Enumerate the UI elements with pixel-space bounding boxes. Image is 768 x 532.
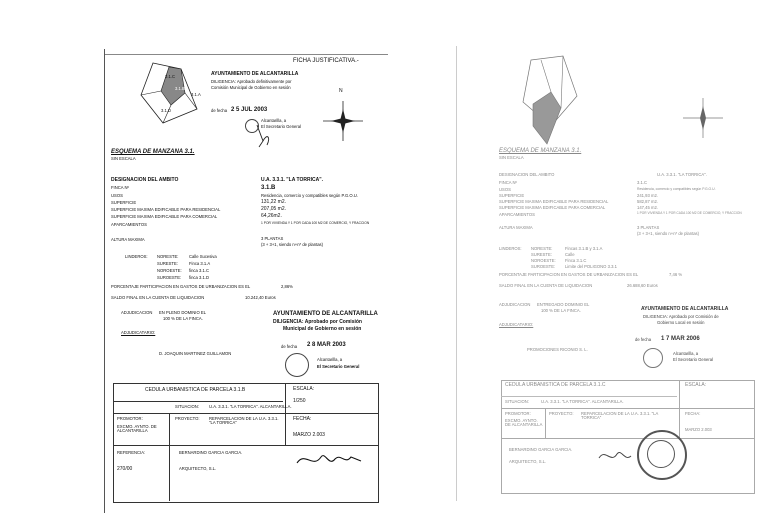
linderos-label: LINDEROS: xyxy=(125,254,148,259)
saldo-label: SALDO FINAL EN LA CUENTA DE LIQUIDACION xyxy=(499,283,593,288)
porcentaje-value: 2,86% xyxy=(281,284,293,289)
field-label-superficie: SUPERFICIE xyxy=(111,200,137,205)
field-value-sup-residencial: 207,05 m2. xyxy=(261,206,287,212)
architect-signature xyxy=(295,449,365,471)
field-value-finca: 3.1.C xyxy=(637,180,648,185)
approval1-line2: Comisión Municipal de Gobierno en sesión xyxy=(211,85,291,90)
approval2-sign-place: Alcantarilla, a xyxy=(317,357,343,362)
footer-promotor-label: PROMOTOR: xyxy=(505,411,531,416)
footer-proyecto-value: REPARCELACION DE LA U.A. 3.3.1. "LA TORRICA" xyxy=(581,411,659,421)
lindero-dir: NORESTE: xyxy=(531,246,553,251)
lindero-desc: finca 3.1.C xyxy=(189,268,210,273)
footer-table xyxy=(501,380,755,494)
lindero-desc: Fincas 3.1.B y 3.1.A xyxy=(565,246,603,251)
lindero-dir: SUROESTE: xyxy=(531,264,556,269)
footer-fecha-value: MARZO 2.003 xyxy=(293,432,325,438)
approval2-sign-role: El Secretario General xyxy=(317,364,360,369)
footer-arquitecto-line1: BERNARDINO GARCIA GARCIA. xyxy=(179,450,243,455)
field-value-superficie: 131,22 m2. xyxy=(261,199,287,205)
seal-icon xyxy=(285,353,309,377)
designacion-value: U.A. 3.3.1. "LA TORRICA". xyxy=(261,177,323,183)
field-label-sup-comercial: SUPERFICIE MAXIMA EDIFICABLE PARA COMERCIAL xyxy=(111,214,218,219)
footer-referencia-label: REFERENCIA: xyxy=(117,450,146,455)
saldo-value: 26.688,60 Euros xyxy=(627,283,658,288)
field-value-superficie: 241,93 m2. xyxy=(637,193,658,198)
field-value-altura: 3 PLANTAS xyxy=(637,225,660,230)
field-value-aparcamientos: 1 POR VIVIENDA Y 1 POR CADA 100 M2 DE COMERCIO, Y FRACCION xyxy=(261,221,370,225)
adjudicatario-value: D. JOAQUIN MARTINEZ GUILLAMON xyxy=(159,351,232,356)
approval1-org: AYUNTAMIENTO DE ALCANTARILLA xyxy=(211,71,299,77)
adjudicacion-line2: 100 % DE LA FINCA. xyxy=(163,316,203,321)
footer-escala-label: ESCALA: xyxy=(685,382,707,388)
approval1-sign-role: El Secretario General xyxy=(261,124,302,129)
footer-promotor-value: EXCMO. AYNTO. DE ALCANTARILLA xyxy=(505,418,543,428)
field-label-superficie: SUPERFICIE xyxy=(499,193,525,198)
linderos-label: LINDEROS: xyxy=(499,246,522,251)
north-arrow-icon xyxy=(323,101,363,141)
footer-arquitecto-line1: BERNARDINO GARCIA GARCIA. xyxy=(509,447,573,452)
field-label-finca: FINCA Nº xyxy=(499,180,518,185)
approval-line1: DILIGENCIA: Aprobado por Comisión de xyxy=(643,314,719,319)
lindero-desc: Limite del POLIGONO 3.3.1 xyxy=(565,264,617,269)
sheet-title: FICHA JUSTIFICATIVA.- xyxy=(293,58,359,64)
adjudicacion-line1: EN PLENO DOMINIO EL xyxy=(159,310,207,315)
designacion-label: DESIGNACION DEL AMBITO xyxy=(499,172,555,177)
lindero-desc: Finca 3.1.A xyxy=(189,261,211,266)
lindero-dir: SUROESTE: xyxy=(157,275,182,280)
approval-org: AYUNTAMIENTO DE ALCANTARILLA xyxy=(641,306,729,312)
esquema-title: ESQUEMA DE MANZANA 3.1. xyxy=(111,149,195,155)
approval2-date: 2 8 MAR 2003 xyxy=(307,342,346,348)
approval-fecha-label: de fecha xyxy=(635,337,652,342)
map-label-3-1-a: 3.1.A xyxy=(191,92,201,97)
signature-scribble xyxy=(253,123,283,149)
approval1-line1: DILIGENCIA: Aprobado definitivamente por xyxy=(211,79,292,84)
footer-fecha-value: MARZO 2.003 xyxy=(685,427,712,432)
field-label-usos: USOS xyxy=(499,187,511,192)
lindero-desc: Calle Sucesiva xyxy=(189,254,217,259)
field-value-altura-note: (3 + 3+1, siendo n+n* de plantas) xyxy=(637,231,700,236)
approval2-fecha-label: de fecha xyxy=(281,344,298,349)
approval2-line2: Municipal de Gobierno en sesión xyxy=(283,326,362,332)
footer-situacion-value: U.A. 3.3.1. "LA TORRICA". ALCANTARILLA. xyxy=(209,404,292,409)
footer-promotor-value: EXCMO. AYNTO. DE ALCANTARILLA xyxy=(117,424,157,434)
lindero-dir: NOROESTE: xyxy=(531,258,556,263)
cedula-sheet-right xyxy=(456,46,764,501)
field-value-usos: Residencia, comercio y compatibles según P.G.O.U. xyxy=(637,187,716,191)
footer-arquitecto-line2: ARQUITECTO, S.L. xyxy=(509,459,547,464)
adjudicacion-label: ADJUDICACION xyxy=(121,310,153,315)
highlighted-parcel-3-1-c xyxy=(533,92,561,144)
field-label-aparcamientos: APARCAMIENTOS xyxy=(499,212,535,217)
esquema-title: ESQUEMA DE MANZANA 3.1. xyxy=(499,148,582,154)
footer-referencia-value: 270/00 xyxy=(117,466,133,472)
field-value-altura-note: (3 + 3+1, siendo n+n* de plantas) xyxy=(261,242,324,247)
lindero-desc: Finca 3.1.C xyxy=(565,258,587,263)
field-value-aparcamientos: 1 POR VIVIENDA Y 1 POR CADA 100 M2 DE COMERCIO, Y FRACCION xyxy=(637,211,742,215)
footer-cedula: CEDULA URBANISTICA DE PARCELA 3.1.C xyxy=(505,382,606,388)
footer-situacion-label: SITUACION: xyxy=(505,399,529,404)
adjudicacion-label: ADJUDICACION xyxy=(499,302,531,307)
field-label-altura: ALTURA MAXIMA xyxy=(499,225,533,230)
saldo-value: 10.242,40 Euros xyxy=(245,295,276,300)
seal-icon xyxy=(643,348,663,368)
parcel-sketch xyxy=(521,56,579,144)
footer-situacion-label: SITUACION: xyxy=(175,404,199,409)
porcentaje-label: PORCENTAJE PARTICIPACION EN GASTOS DE URBANIZACION ES EL xyxy=(499,272,639,277)
north-arrow-icon xyxy=(683,98,723,138)
adjudicatario-value: PROMOCIONES RICONIO S. L. xyxy=(527,347,588,352)
approval-line2: Gobierno Local en sesión xyxy=(657,320,705,325)
lindero-desc: finca 3.1.D xyxy=(189,275,210,280)
lindero-dir: SURESTE: xyxy=(157,261,178,266)
map-label-3-1-c: 3.1.C xyxy=(165,74,176,79)
footer-fecha-label: FECHA: xyxy=(293,416,312,422)
adjudicatario-label: ADJUDICATARIO: xyxy=(499,322,534,327)
map-label-3-1-b: 3.1.B xyxy=(175,86,185,91)
footer-proyecto-label: PROYECTO: xyxy=(175,416,200,421)
approval1-fecha-label: de fecha xyxy=(211,108,228,113)
field-label-finca: FINCA Nº xyxy=(111,185,130,190)
adjudicacion-line2: 100 % DE LA FINCA. xyxy=(541,308,581,313)
footer-promotor-label: PROMOTOR: xyxy=(117,416,143,421)
approval2-org: AYUNTAMIENTO DE ALCANTARILLA xyxy=(273,311,378,317)
adjudicacion-line1: ENTREGADO DOMINIO EL xyxy=(537,302,590,307)
field-label-aparcamientos: APARCAMIENTOS xyxy=(111,222,147,227)
field-label-sup-residencial: SUPERFICIE MAXIMA EDIFICABLE PARA RESIDENCIAL xyxy=(499,199,609,204)
approval-date: 1 7 MAR 2006 xyxy=(661,336,700,342)
field-label-altura: ALTURA MAXIMA xyxy=(111,237,145,242)
designacion-label: DESIGNACION DEL AMBITO xyxy=(111,177,179,183)
field-value-sup-comercial: 64,26m2. xyxy=(261,213,282,219)
field-label-sup-residencial: SUPERFICIE MAXIMA EDIFICABLE PARA RESIDENCIAL xyxy=(111,207,221,212)
footer-escala-value: 1/250 xyxy=(293,398,306,404)
designacion-value: U.A. 3.3.1. "LA TORRICA". xyxy=(657,172,707,177)
top-rule xyxy=(105,54,388,55)
footer-arquitecto-line2: ARQUITECTO, S.L. xyxy=(179,466,217,471)
map-label-3-1-d: 3.1.D xyxy=(161,108,172,113)
porcentaje-value: 7,46 % xyxy=(669,272,683,277)
footer-fecha-label: FECHA: xyxy=(685,411,701,416)
seal-inner-ring xyxy=(647,440,675,468)
field-value-sup-residencial: 582,87 m2. xyxy=(637,199,658,204)
approval-sign-role: El Secretario General xyxy=(673,357,714,362)
approval1-sign-place: Alcantarilla, a xyxy=(261,118,287,123)
lindero-dir: NORESTE: xyxy=(157,254,179,259)
approval-sign-place: Alcantarilla, a xyxy=(673,351,699,356)
field-label-sup-comercial: SUPERFICIE MAXIMA EDIFICABLE PARA COMERCIAL xyxy=(499,205,606,210)
approval2-line1: DILIGENCIA: Aprobado por Comisión xyxy=(273,319,362,325)
lindero-dir: SURESTE: xyxy=(531,252,552,257)
footer-situacion-value: U.A. 3.3.1. "LA TORRICA". ALCANTARILLA. xyxy=(541,399,624,404)
lindero-desc: Calle xyxy=(565,252,575,257)
field-label-usos: USOS xyxy=(111,193,123,198)
porcentaje-label: PORCENTAJE PARTICIPACION EN GASTOS DE URBANIZACION ES EL xyxy=(111,284,251,289)
field-value-usos: Residencia, comercio y compatibles según P.G.O.U. xyxy=(261,193,358,198)
architect-signature xyxy=(597,446,637,466)
esquema-subtitle: SIN ESCALA xyxy=(499,155,524,160)
cedula-sheet-left xyxy=(104,49,388,513)
footer-proyecto-label: PROYECTO: xyxy=(549,411,574,416)
approval1-date: 2 5 JUL 2003 xyxy=(231,107,268,113)
saldo-label: SALDO FINAL EN LA CUENTA DE LIQUIDACION xyxy=(111,295,205,300)
field-value-altura: 3 PLANTAS xyxy=(261,236,284,241)
lindero-dir: NOROESTE: xyxy=(157,268,182,273)
field-value-sup-comercial: 147,45 m2. xyxy=(637,205,658,210)
adjudicatario-label: ADJUDICATARIO: xyxy=(121,330,156,335)
esquema-subtitle: SIN ESCALA xyxy=(111,156,136,161)
north-label: N xyxy=(339,88,343,94)
field-value-finca: 3.1.B xyxy=(261,185,276,191)
footer-cedula: CEDULA URBANISTICA DE PARCELA 3.1.B xyxy=(145,387,246,393)
footer-escala-label: ESCALA: xyxy=(293,386,315,392)
footer-proyecto-value: REPARCELACION DE LA U.A. 3.3.1. "LA TORRICA" xyxy=(209,416,279,426)
